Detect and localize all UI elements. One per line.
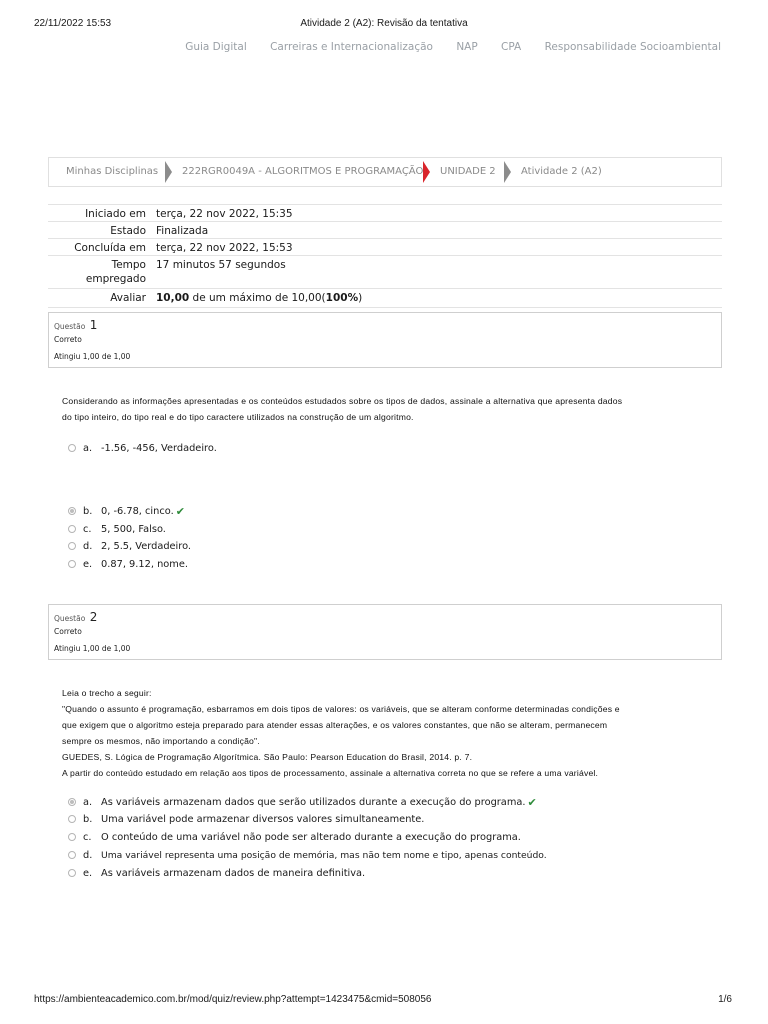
breadcrumb-separator-icon — [165, 161, 172, 183]
breadcrumb-separator-icon — [504, 161, 511, 183]
grade-percent: 100% — [325, 292, 359, 304]
grade-value: 10,00 — [156, 292, 190, 304]
question-text-line: GUEDES, S. Lógica de Programação Algorítmica. São Paulo: Pearson Education do Brasil, 2014. p. 7. — [62, 752, 473, 762]
summary-key: Tempo empregado — [85, 259, 146, 285]
q1-option-d[interactable] — [68, 539, 191, 553]
summary-value: terça, 22 nov 2022, 15:35 — [156, 208, 293, 220]
radio-button[interactable] — [68, 869, 76, 877]
breadcrumb-course[interactable]: 222RGR0049A - ALGORITMOS E PROGRAMAÇÃO — [182, 166, 424, 177]
radio-button[interactable] — [68, 525, 76, 533]
radio-button-selected[interactable] — [68, 507, 76, 515]
nav-nap[interactable]: NAP — [456, 41, 478, 53]
breadcrumb — [48, 157, 722, 187]
option-text: As variáveis armazenam dados que serão utilizados durante a execução do programa. — [101, 796, 526, 808]
breadcrumb-atividade[interactable]: Atividade 2 (A2) — [521, 166, 602, 177]
nav-carreiras[interactable]: Carreiras e Internacionalização — [270, 41, 433, 53]
q2-option-b[interactable] — [68, 812, 424, 826]
option-text: 5, 500, Falso. — [101, 523, 166, 535]
question-label: Questão — [54, 322, 86, 331]
option-letter: c. — [83, 831, 92, 843]
option-letter: d. — [83, 540, 93, 552]
option-letter: b. — [83, 505, 93, 517]
summary-key: Concluída em — [74, 242, 146, 254]
option-text: Uma variável pode armazenar diversos valores simultaneamente. — [101, 813, 425, 825]
option-text: 0, -6.78, cinco. — [101, 505, 174, 517]
summary-key: Avaliar — [110, 292, 146, 304]
question-text-line: que exigem que o algoritmo esteja preparado para atender essas alterações, e os valores constantes, que não se alteram, permanecem — [62, 720, 608, 730]
top-nav — [165, 41, 721, 53]
print-title: Atividade 2 (A2): Revisão da tentativa — [300, 18, 468, 29]
grade-rest: de um máximo de 10,00( — [189, 292, 326, 304]
q2-option-a[interactable] — [68, 795, 537, 809]
footer-page-number: 1/6 — [718, 994, 732, 1005]
question-1-info — [48, 312, 722, 368]
q1-option-e[interactable] — [68, 557, 188, 571]
radio-button[interactable] — [68, 560, 76, 568]
option-letter: c. — [83, 523, 92, 535]
summary-row-completed — [48, 238, 722, 255]
summary-value — [156, 291, 362, 305]
breadcrumb-unidade[interactable]: UNIDADE 2 — [440, 166, 496, 177]
question-2-text — [62, 685, 712, 781]
option-text: -1.56, -456, Verdadeiro. — [101, 442, 217, 454]
option-letter: e. — [83, 558, 93, 570]
summary-value: terça, 22 nov 2022, 15:53 — [156, 242, 293, 254]
option-letter: d. — [83, 849, 93, 861]
question-1-text — [62, 393, 712, 425]
option-text: O conteúdo de uma variável não pode ser alterado durante a execução do programa. — [101, 831, 521, 843]
option-letter: e. — [83, 867, 93, 879]
question-text-line: sempre os mesmos, não importando a condição". — [62, 736, 260, 746]
radio-button[interactable] — [68, 815, 76, 823]
question-2-info — [48, 604, 722, 660]
question-grade: Atingiu 1,00 de 1,00 — [54, 352, 131, 361]
option-letter: a. — [83, 442, 93, 454]
question-number — [54, 318, 97, 332]
radio-button-selected[interactable] — [68, 798, 76, 806]
summary-value: 17 minutos 57 segundos — [156, 259, 286, 271]
summary-row-time — [48, 255, 722, 288]
summary-value: Finalizada — [156, 225, 209, 237]
question-text-line: A partir do conteúdo estudado em relação aos tipos de processamento, assinale a alternativa correta no que se refere a uma variável. — [62, 768, 599, 778]
summary-row-started — [48, 204, 722, 221]
nav-cpa[interactable]: CPA — [501, 41, 522, 53]
grade-end: ) — [358, 292, 363, 304]
q1-option-c[interactable] — [68, 522, 166, 536]
radio-button[interactable] — [68, 833, 76, 841]
question-label: Questão — [54, 614, 86, 623]
breadcrumb-separator-icon — [423, 161, 430, 183]
q2-option-c[interactable] — [68, 830, 521, 844]
footer-url: https://ambienteacademico.com.br/mod/quiz/review.php?attempt=1423475&cmid=508056 — [34, 994, 432, 1005]
radio-button[interactable] — [68, 444, 76, 452]
radio-button[interactable] — [68, 851, 76, 859]
question-text-line: Leia o trecho a seguir: — [62, 688, 152, 698]
question-text-line: Considerando as informações apresentadas e os conteúdos estudados sobre os tipos de dados, assinale a alternativa que apresenta dados — [62, 396, 623, 406]
question-grade: Atingiu 1,00 de 1,00 — [54, 644, 131, 653]
option-text: 2, 5.5, Verdadeiro. — [101, 540, 192, 552]
option-text: Uma variável representa uma posição de memória, mas não tem nome e tipo, apenas conteúdo. — [101, 849, 547, 861]
option-letter: a. — [83, 796, 93, 808]
summary-row-state — [48, 221, 722, 238]
question-text-line: do tipo inteiro, do tipo real e do tipo caractere utilizados na construção de um algoritmo. — [62, 412, 414, 422]
correct-check-icon: ✔ — [175, 504, 185, 518]
question-number-value: 2 — [89, 610, 98, 624]
option-letter: b. — [83, 813, 93, 825]
q1-option-a[interactable] — [68, 441, 217, 455]
q1-option-b[interactable] — [68, 504, 185, 518]
q2-option-d[interactable] — [68, 848, 547, 862]
summary-key: Iniciado em — [85, 208, 146, 220]
question-state: Correto — [54, 335, 82, 344]
q2-option-e[interactable] — [68, 866, 365, 880]
breadcrumb-minhas-disciplinas[interactable]: Minhas Disciplinas — [66, 166, 159, 177]
radio-button[interactable] — [68, 542, 76, 550]
nav-responsabilidade[interactable]: Responsabilidade Socioambiental — [544, 41, 721, 53]
nav-guia-digital[interactable]: Guia Digital — [185, 41, 247, 53]
attempt-summary-table — [48, 204, 722, 308]
option-text: As variáveis armazenam dados de maneira definitiva. — [101, 867, 366, 879]
print-header — [0, 18, 768, 32]
question-text-line: "Quando o assunto é programação, esbarramos em dois tipos de valores: os variáveis, que se alteram conforme determinadas condições e — [62, 704, 620, 714]
question-state: Correto — [54, 627, 82, 636]
print-datetime: 22/11/2022 15:53 — [34, 18, 112, 29]
question-number-value: 1 — [89, 318, 98, 332]
question-number — [54, 610, 97, 624]
option-text: 0.87, 9.12, nome. — [101, 558, 188, 570]
summary-key: Estado — [110, 225, 146, 237]
summary-row-grade — [48, 288, 722, 308]
correct-check-icon: ✔ — [527, 795, 537, 809]
